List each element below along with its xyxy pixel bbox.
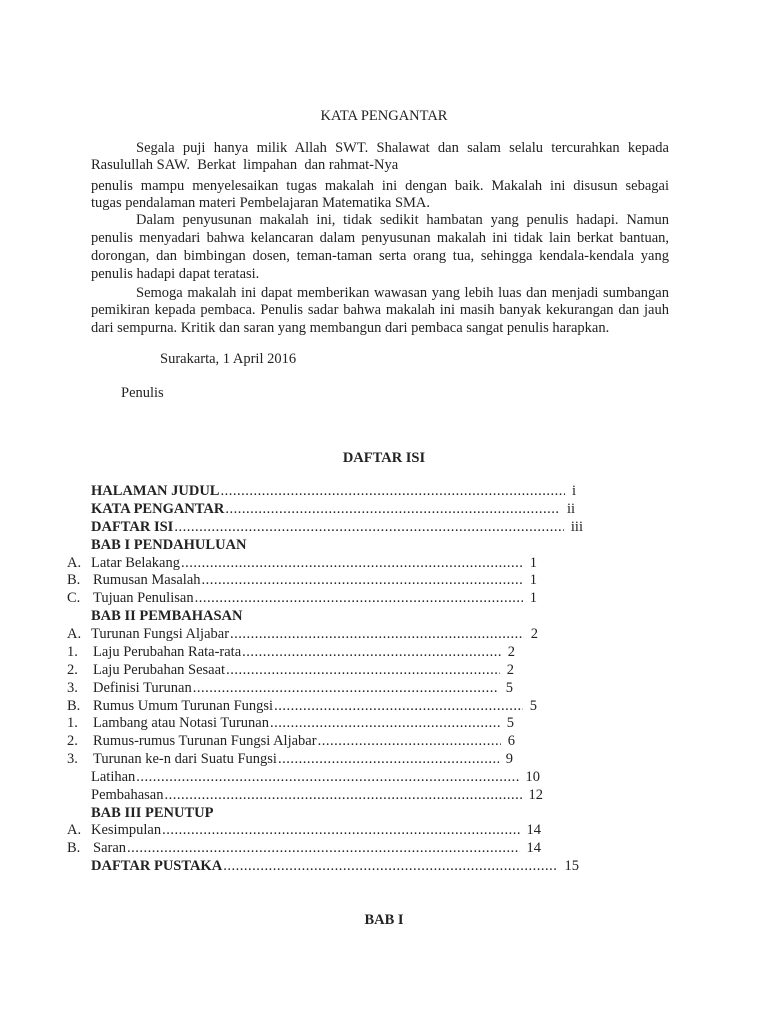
toc-entry[interactable] — [67, 698, 537, 715]
toc-chapter-heading[interactable]: BAB II PEMBAHASAN — [91, 608, 243, 624]
toc-entry-title: DAFTAR PUSTAKA — [91, 858, 223, 874]
toc-entry[interactable] — [67, 840, 541, 857]
toc-entry[interactable] — [67, 751, 513, 768]
toc-entry-number: 2. — [67, 662, 78, 678]
toc-entry-title: Laju Perubahan Rata-rata — [93, 644, 242, 660]
toc-entry-title: KATA PENGANTAR — [91, 501, 225, 517]
toc-page-number: 14 — [526, 840, 541, 856]
toc-entry-title: HALAMAN JUDUL — [91, 483, 220, 499]
toc-page-number: 2 — [530, 626, 538, 642]
toc-entry[interactable] — [67, 715, 514, 732]
toc-leader-dots — [225, 501, 560, 518]
toc-page-number: 5 — [506, 715, 514, 731]
toc-page-number: 5 — [529, 698, 537, 714]
toc-entry[interactable] — [67, 662, 514, 679]
toc-leader-dots — [202, 572, 523, 589]
toc-page-number: 12 — [528, 787, 543, 803]
toc-page-number: 5 — [505, 680, 513, 696]
toc-leader-dots — [278, 751, 499, 768]
paragraph-line: dari sempurna. Kritik dan saran yang membangun dari pembaca sangat penulis harapkan. — [91, 320, 610, 336]
toc-entry-title: Turunan Fungsi Aljabar — [91, 626, 230, 642]
toc-entry-number: 3. — [67, 751, 78, 767]
paragraph-line: Semoga makalah ini dapat memberikan wawasan yang lebih luas dan menjadi sumbangan — [136, 285, 669, 301]
toc-leader-dots — [242, 644, 501, 661]
toc-entry-number: A. — [67, 626, 82, 642]
toc-entry[interactable] — [67, 590, 537, 607]
toc-entry-title: Turunan ke-n dari Suatu Fungsi — [93, 751, 277, 767]
toc-entry-title: Saran — [93, 840, 127, 856]
toc-entry-title: DAFTAR ISI — [91, 519, 174, 535]
paragraph-line: penulis mampu menyelesaikan tugas makalah ini dengan baik. Makalah ini disusun sebagai — [91, 178, 669, 194]
toc-entry[interactable] — [91, 787, 543, 804]
toc-leader-dots — [220, 483, 564, 500]
toc-chapter-heading[interactable]: BAB I PENDAHULUAN — [91, 537, 247, 553]
toc-page-number: 1 — [529, 555, 537, 571]
toc-entry[interactable] — [67, 680, 513, 697]
toc-chapter-heading[interactable]: BAB III PENUTUP — [91, 805, 214, 821]
toc-leader-dots — [318, 733, 501, 750]
toc-entry[interactable] — [67, 822, 541, 839]
toc-entry-number: 1. — [67, 644, 78, 660]
toc-entry[interactable] — [67, 626, 538, 643]
paragraph-line: tugas pendalaman materi Pembelajaran Matematika SMA. — [91, 195, 431, 211]
toc-entry-title: Latar Belakang — [91, 555, 180, 571]
toc-page-number: 2 — [506, 662, 514, 678]
toc-page-number: 6 — [507, 733, 515, 749]
toc-leader-dots — [127, 840, 519, 857]
toc-leader-dots — [230, 626, 524, 643]
toc-entry-number: B. — [67, 572, 81, 588]
toc-entry-number: 3. — [67, 680, 78, 696]
toc-entry-title: Rumus Umum Turunan Fungsi — [93, 698, 274, 714]
toc-leader-dots — [226, 662, 500, 679]
paragraph-line: Rasulullah SAW. Berkat limpahan dan rahmat-Nya — [91, 157, 399, 173]
paragraph-line: dorongan, dan bimbingan dosen, teman-taman serta orang tua, sehingga kendala-kendala yang — [91, 248, 669, 264]
toc-leader-dots — [274, 698, 523, 715]
toc-entry[interactable] — [91, 519, 583, 536]
toc-entry-title: Tujuan Penulisan — [93, 590, 194, 606]
toc-page-number: i — [571, 483, 576, 499]
kata-pengantar-title: KATA PENGANTAR — [320, 108, 448, 124]
toc-leader-dots — [195, 590, 523, 607]
place-date: Surakarta, 1 April 2016 — [160, 351, 297, 367]
signature: Penulis — [121, 385, 164, 401]
toc-entry-title: Latihan — [91, 769, 136, 785]
toc-entry[interactable] — [91, 483, 576, 500]
toc-entry[interactable] — [67, 555, 537, 572]
toc-entry-title: Rumus-rumus Turunan Fungsi Aljabar — [93, 733, 317, 749]
paragraph-line: pemikiran kepada pembaca. Penulis sadar bahwa makalah ini masih banyak kekurangan dan jauh — [91, 302, 669, 318]
toc-entry-number: 2. — [67, 733, 78, 749]
toc-entry[interactable] — [67, 733, 515, 750]
toc-page-number: 1 — [529, 590, 537, 606]
toc-page-number: ii — [566, 501, 575, 517]
toc-entry-number: A. — [67, 822, 82, 838]
toc-entry-title: Laju Perubahan Sesaat — [93, 662, 226, 678]
toc-page-number: 1 — [529, 572, 537, 588]
toc-entry-number: 1. — [67, 715, 78, 731]
toc-entry-title: Kesimpulan — [91, 822, 162, 838]
toc-entry[interactable] — [67, 644, 515, 661]
toc-page-number: 2 — [507, 644, 515, 660]
toc-page-number: 14 — [526, 822, 541, 838]
toc-entry[interactable] — [91, 501, 575, 518]
toc-leader-dots — [181, 555, 523, 572]
toc-page-number: 9 — [505, 751, 513, 767]
toc-entry-title: Pembahasan — [91, 787, 164, 803]
chapter-heading: BAB I — [364, 912, 404, 928]
toc-entry-number: B. — [67, 840, 81, 856]
toc-leader-dots — [193, 680, 499, 697]
toc-page-number: iii — [570, 519, 583, 535]
daftar-isi-title: DAFTAR ISI — [342, 450, 426, 466]
toc-leader-dots — [174, 519, 564, 536]
toc-entry-title: Lambang atau Notasi Turunan — [93, 715, 269, 731]
paragraph-line: Dalam penyusunan makalah ini, tidak sedikit hambatan yang penulis hadapi. Namun — [136, 212, 669, 228]
toc-leader-dots — [162, 822, 519, 839]
toc-entry[interactable] — [91, 858, 579, 875]
toc-leader-dots — [136, 769, 518, 786]
toc-entry-title: Definisi Turunan — [93, 680, 192, 696]
toc-leader-dots — [270, 715, 500, 732]
toc-page-number: 15 — [564, 858, 579, 874]
toc-page-number: 10 — [525, 769, 540, 785]
toc-entry-number: C. — [67, 590, 81, 606]
toc-entry-title: Rumusan Masalah — [93, 572, 201, 588]
toc-leader-dots — [223, 858, 557, 875]
toc-entry[interactable] — [67, 572, 537, 589]
paragraph-line: penulis menyadari bahwa kelancaran dalam penyusunan makalah ini tidak lain berkat bantuan, — [91, 230, 669, 246]
toc-entry-number: B. — [67, 698, 81, 714]
toc-entry-number: A. — [67, 555, 82, 571]
paragraph-line: Segala puji hanya milik Allah SWT. Shalawat dan salam selalu tercurahkan kepada — [136, 140, 669, 156]
toc-entry[interactable] — [91, 769, 540, 786]
toc-leader-dots — [164, 787, 521, 804]
paragraph-line: penulis hadapi dapat teratasi. — [91, 266, 260, 282]
